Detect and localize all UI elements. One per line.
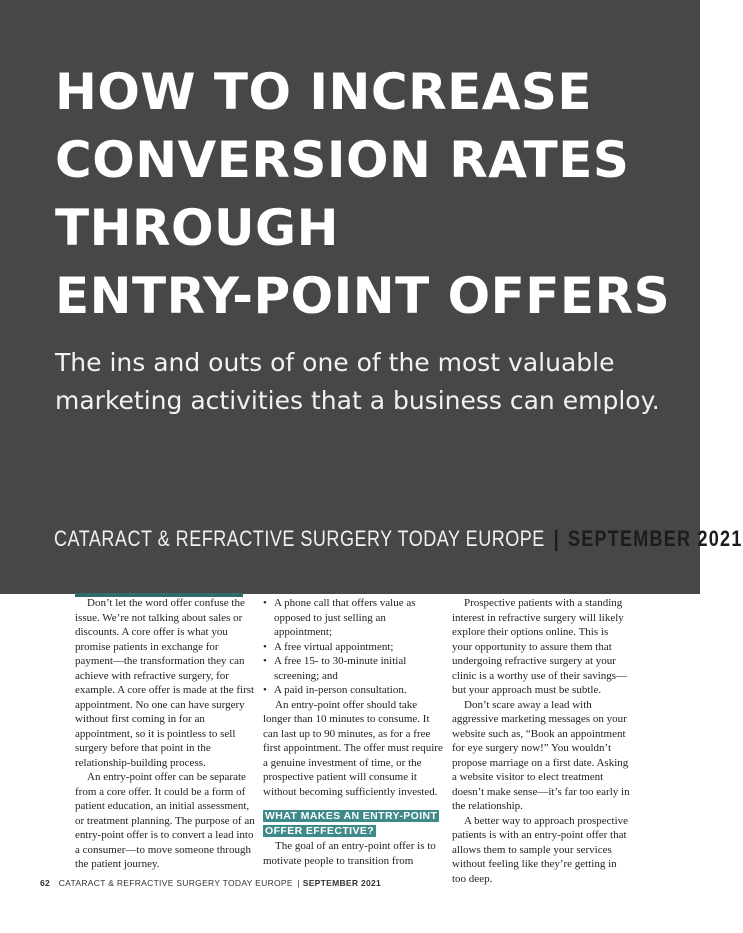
offer-examples-list — [263, 596, 443, 698]
column-accent-bar — [75, 593, 243, 597]
paragraph: An entry-point offer should take longer than 10 minutes to consume. It can last up to 90 minutes, as for a free first appointment. The offer must require a genuine investment of time, or the prospective patient will consume it without becoming sufficiently invested. — [263, 698, 443, 798]
paragraph: An entry-point offer can be separate from a core offer. It could be a form of patient education, an initial assessment, or treatment planning. The purpose of an entry-point offer is to convert a lead into a consumer—to move someone through the patient journey. — [75, 771, 255, 870]
paragraph: A better way to approach prospective patients is with an entry-point offer that allows them to sample your services without feeling like they’re getting in too deep. — [452, 814, 629, 885]
list-item: • A paid in-person consultation. — [263, 683, 443, 698]
article-column-3 — [452, 596, 630, 886]
page-footer — [40, 878, 381, 888]
paragraph: Prospective patients with a standing interest in refractive surgery will likely explore their options online. This is your opportunity to assure them that undergoing refractive surgery at your clinic is a worthy use of their savings—but your approach must be subtle. — [452, 597, 628, 696]
masthead-separator: | — [553, 526, 560, 551]
subhead-line: WHAT MAKES AN ENTRY-POINT — [265, 810, 438, 822]
footer-publication: CATARACT & REFRACTIVE SURGERY TODAY EUROPE — [58, 878, 293, 888]
subhead-line: OFFER EFFECTIVE? — [265, 824, 375, 837]
page-number: 62 — [40, 878, 51, 888]
list-item: • A phone call that offers value as opposed to just selling an appointment; — [263, 596, 443, 640]
masthead — [54, 524, 743, 554]
title-line: THROUGH — [55, 199, 339, 257]
article-title — [55, 58, 695, 330]
article-column-1 — [75, 596, 255, 872]
footer-date: SEPTEMBER 2021 — [302, 878, 382, 888]
list-item: • A free 15- to 30-minute initial screening; and — [263, 654, 443, 683]
title-line: CONVERSION RATES — [55, 131, 630, 189]
masthead-publication: CATARACT & REFRACTIVE SURGERY TODAY EUROPE — [54, 526, 545, 551]
title-line: HOW TO INCREASE — [55, 63, 593, 121]
paragraph: Don’t let the word offer confuse the issue. We’re not talking about sales or discounts. A core offer is what you promise patients in exchange for payment—the transformation they can achieve with refractive surgery, for example. A core offer is made at the first appointment. No one can have surgery without first coming in for an appointment, so it is pointless to sell surgery before that point in the relationship-building process. — [75, 597, 255, 769]
masthead-date: SEPTEMBER 2021 — [567, 526, 743, 551]
list-item: • A free virtual appointment; — [263, 640, 443, 655]
section-subhead — [263, 799, 443, 838]
paragraph: Don’t scare away a lead with aggressive marketing messages on your website such as, “Book an appointment for eye surgery now!” You wouldn’t propose marriage on a first date. Asking a website visitor to elect treatment doesn’t make sense—it’s far too early in the relationship. — [452, 698, 630, 812]
paragraph: The goal of an entry-point offer is to motivate people to transition from — [263, 840, 436, 867]
article-column-2 — [263, 596, 443, 868]
article-subtitle: The ins and outs of one of the most valuable marketing activities that a business can employ. — [55, 348, 660, 415]
title-line: ENTRY-POINT OFFERS — [55, 267, 671, 325]
footer-separator: | — [297, 878, 301, 888]
